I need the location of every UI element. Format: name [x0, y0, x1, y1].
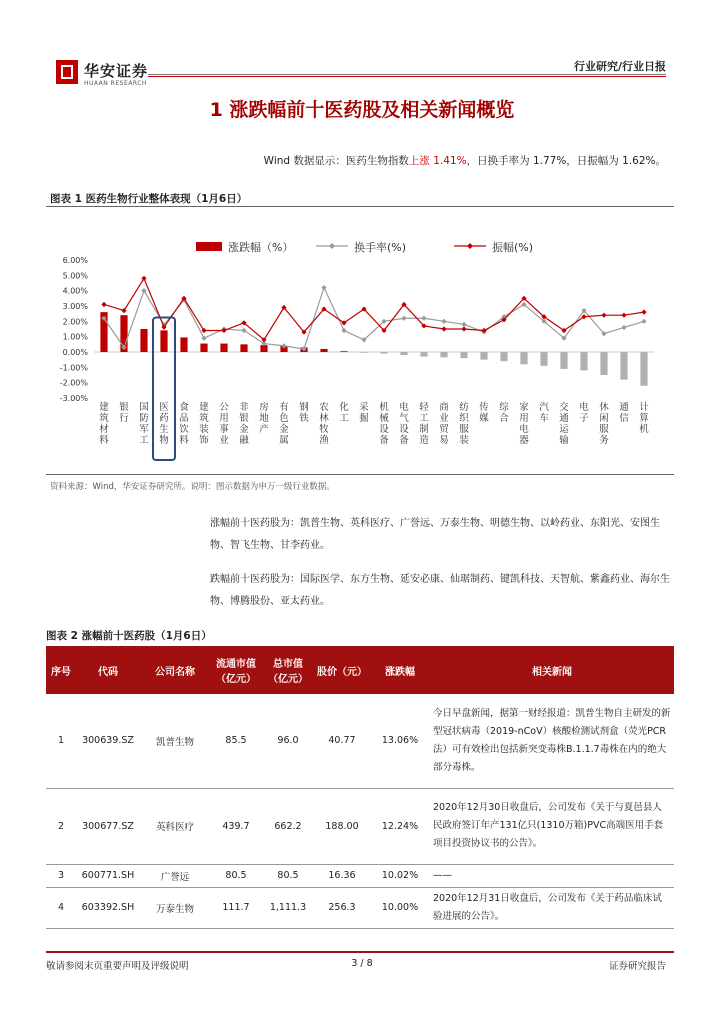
- y-tick-label: 0.00%: [62, 348, 88, 357]
- turnover-point: [641, 319, 646, 324]
- table-row: [46, 694, 674, 788]
- cell-code: 600771.SH: [76, 864, 140, 887]
- bar-医药生物: [160, 330, 167, 352]
- turnover-point: [141, 288, 146, 293]
- cell-float-cap: 80.5: [210, 864, 262, 887]
- figure1-title: 图表 1 医药生物行业整体表现（1月6日）: [50, 193, 248, 205]
- y-tick-label: 1.00%: [62, 332, 88, 342]
- header-divider-accent: [148, 76, 666, 77]
- legend-marker-turnover: [329, 243, 335, 249]
- col-header-float-cap: 流通市值（亿元）: [210, 646, 262, 694]
- x-tick-label: 钢铁: [299, 402, 309, 424]
- cell-news: 今日早盘新闻，据第一财经报道：凯普生物自主研发的新型冠状病毒（2019-nCoV）核酸检测试剂盒（荧光PCR法）可有效检出包括新突变毒株B.1.1.7毒株在内的绝大部分毒株。: [430, 694, 674, 788]
- bar-机械设备: [380, 352, 387, 354]
- cell-code: 603392.SH: [76, 887, 140, 928]
- cell-news: 2020年12月31日收盘后，公司发布《关于药品临床试验进展的公告》。: [430, 887, 674, 928]
- bar-交通运输: [560, 352, 567, 369]
- col-header-no: 序号: [46, 646, 76, 694]
- bar-商业贸易: [440, 352, 447, 357]
- footer-report-type: 证券研究报告: [608, 961, 666, 972]
- cell-change: 13.06%: [370, 694, 430, 788]
- legend-marker-amplitude: [467, 243, 473, 249]
- bar-电子: [580, 352, 587, 370]
- y-tick-label: 3.00%: [62, 302, 88, 311]
- col-header-code: 代码: [76, 646, 140, 694]
- bar-series: [100, 312, 647, 386]
- figure1-top-rule: [46, 206, 674, 207]
- summary-rest: ，日换手率为 1.77%，日振幅为 1.62%。: [466, 155, 666, 167]
- x-tick-label: 电子: [579, 402, 589, 424]
- top-losers-paragraph: 跌幅前十医药股为：国际医学、东方生物、延安必康、仙琚制药、键凯科技、天智航、紫鑫药业、海尔生物、博腾股份、亚太药业。: [210, 574, 670, 607]
- cell-float-cap: 85.5: [210, 694, 262, 788]
- col-header-price: 股价（元）: [314, 646, 370, 694]
- report-type-tag: 行业研究/行业日报: [573, 60, 666, 73]
- amplitude-point: [641, 310, 646, 315]
- y-tick-label: 2.00%: [62, 317, 88, 327]
- section-title: 1 涨跌幅前十医药股及相关新闻概览: [209, 99, 515, 121]
- cell-no: 2: [46, 788, 76, 864]
- cell-name: 万泰生物: [140, 887, 210, 928]
- bar-汽车: [540, 352, 547, 366]
- y-tick-label: 5.00%: [62, 271, 88, 281]
- summary-index-change: 1.41%: [433, 155, 467, 167]
- footer-divider: [46, 951, 674, 953]
- logo-mark-icon: [56, 60, 78, 84]
- cell-news: ——: [430, 864, 674, 887]
- bar-传媒: [480, 352, 487, 360]
- y-tick-label: 6.00%: [62, 256, 88, 265]
- cell-total-cap: 80.5: [262, 864, 314, 887]
- x-tick-label: 商业贸易: [439, 402, 449, 446]
- x-tick-label: 公用事业: [219, 402, 229, 446]
- x-tick-label: 家用电器: [519, 402, 529, 446]
- x-tick-label: 传媒: [479, 402, 489, 424]
- header-divider: [148, 74, 666, 75]
- bar-电气设备: [400, 352, 407, 355]
- x-tick-label: 食品饮料: [179, 402, 189, 446]
- turnover-point: [401, 316, 406, 321]
- cell-change: 10.02%: [370, 864, 430, 887]
- x-tick-label: 休闲服务: [599, 402, 609, 446]
- cell-no: 4: [46, 887, 76, 928]
- top-gainers-table: [46, 646, 674, 929]
- cell-change: 10.00%: [370, 887, 430, 928]
- table-header-row: [46, 646, 674, 694]
- bar-国防军工: [140, 329, 147, 352]
- cell-price: 16.36: [314, 864, 370, 887]
- logo-text: 华安证券: [84, 62, 149, 80]
- bar-化工: [340, 351, 347, 352]
- turnover-point: [341, 328, 346, 333]
- x-tick-label: 计算机: [639, 402, 649, 435]
- cell-news: 2020年12月30日收盘后，公司发布《关于与夏邑县人民政府签订年产131亿只(1310万箱)PVC高端医用手套项目投资协议书的公告》。: [430, 788, 674, 864]
- cell-float-cap: 111.7: [210, 887, 262, 928]
- figure1-source: 资料来源：Wind，华安证券研究所。说明：图示数据为申万一级行业数据。: [50, 482, 335, 492]
- cell-price: 40.77: [314, 694, 370, 788]
- x-tick-label: 农林牧渔: [319, 402, 329, 446]
- y-tick-label: -3.00%: [59, 394, 88, 403]
- legend-swatch-change: [196, 242, 222, 251]
- bar-纺织服装: [460, 352, 467, 358]
- y-tick-label: -2.00%: [59, 378, 88, 388]
- x-tick-label: 综合: [499, 402, 509, 424]
- cell-no: 1: [46, 694, 76, 788]
- bar-计算机: [640, 352, 647, 386]
- cell-change: 12.24%: [370, 788, 430, 864]
- summary-line: [264, 153, 666, 168]
- cell-float-cap: 439.7: [210, 788, 262, 864]
- amplitude-point: [461, 326, 466, 331]
- top-gainers-paragraph: 涨幅前十医药股为：凯普生物、英科医疗、广誉远、万泰生物、明德生物、以岭药业、东阳光、安图生物、智飞生物、甘李药业。: [210, 518, 660, 551]
- x-tick-label: 有色金属: [279, 402, 289, 446]
- page-number: 3 / 8: [351, 958, 373, 969]
- chart-legend: [196, 240, 533, 254]
- table-row: [46, 788, 674, 864]
- bar-建筑装饰: [200, 344, 207, 352]
- summary-prefix: Wind 数据显示：医药生物指数: [263, 155, 409, 167]
- cell-name: 凯普生物: [140, 694, 210, 788]
- x-tick-label: 通信: [619, 402, 629, 424]
- col-header-total-cap: 总市值（亿元）: [262, 646, 314, 694]
- legend-label-amplitude: 振幅(%): [492, 241, 534, 254]
- x-tick-label: 非银金融: [239, 402, 249, 446]
- x-tick-label: 建筑材料: [99, 402, 109, 446]
- x-tick-label: 纺织服装: [459, 402, 469, 446]
- cell-code: 300639.SZ: [76, 694, 140, 788]
- x-tick-label: 银行: [119, 402, 129, 424]
- cell-name: 广誉远: [140, 864, 210, 887]
- turnover-point: [461, 322, 466, 327]
- amplitude-point: [441, 326, 446, 331]
- cell-total-cap: 662.2: [262, 788, 314, 864]
- turnover-point: [201, 336, 206, 341]
- bar-轻工制造: [420, 352, 427, 357]
- cell-no: 3: [46, 864, 76, 887]
- amplitude-point: [621, 313, 626, 318]
- col-header-change: 涨跌幅: [370, 646, 430, 694]
- cell-total-cap: 1,111.3: [262, 887, 314, 928]
- table2-title: 图表 2 涨幅前十医药股（1月6日）: [46, 630, 212, 642]
- turnover-point: [421, 316, 426, 321]
- bar-农林牧渔: [320, 349, 327, 352]
- cell-name: 英科医疗: [140, 788, 210, 864]
- bar-家用电器: [520, 352, 527, 364]
- industry-performance-chart: [46, 212, 674, 474]
- y-tick-label: 4.00%: [62, 286, 88, 296]
- table-row: [46, 887, 674, 928]
- table-row: [46, 864, 674, 887]
- x-tick-label: 建筑装饰: [199, 402, 209, 446]
- x-tick-label: 汽车: [539, 402, 549, 424]
- bar-采掘: [360, 352, 367, 353]
- bar-休闲服务: [600, 352, 607, 375]
- amplitude-point: [601, 313, 606, 318]
- col-header-name: 公司名称: [140, 646, 210, 694]
- x-tick-label: 轻工制造: [419, 402, 429, 446]
- logo-subtext: HUAAN RESEARCH: [84, 80, 147, 87]
- turnover-point: [441, 319, 446, 324]
- bar-通信: [620, 352, 627, 380]
- col-header-news: 相关新闻: [430, 646, 674, 694]
- footer-disclaimer: 敬请参阅末页重要声明及评级说明: [46, 961, 189, 972]
- turnover-point: [621, 325, 626, 330]
- y-tick-label: -1.00%: [59, 363, 88, 373]
- bar-公用事业: [220, 344, 227, 352]
- amplitude-point: [101, 302, 106, 307]
- summary-direction: 上涨: [408, 155, 430, 167]
- cell-price: 256.3: [314, 887, 370, 928]
- x-tick-label: 医药生物: [159, 402, 169, 446]
- x-tick-label: 房地产: [259, 402, 269, 435]
- x-axis-labels: [99, 401, 649, 446]
- x-tick-label: 采掘: [359, 402, 369, 424]
- x-tick-label: 电气设备: [399, 402, 409, 446]
- cell-code: 300677.SZ: [76, 788, 140, 864]
- figure1-bottom-rule: [46, 474, 674, 475]
- cell-price: 188.00: [314, 788, 370, 864]
- turnover-point: [321, 285, 326, 290]
- x-tick-label: 化工: [339, 402, 349, 424]
- bar-综合: [500, 352, 507, 361]
- legend-label-turnover: 换手率(%): [354, 241, 407, 254]
- legend-label-change: 涨跌幅（%）: [228, 241, 294, 254]
- x-tick-label: 国防军工: [139, 402, 149, 446]
- bar-食品饮料: [180, 337, 187, 352]
- cell-total-cap: 96.0: [262, 694, 314, 788]
- x-tick-label: 机械设备: [379, 402, 389, 446]
- bar-非银金融: [240, 344, 247, 352]
- x-tick-label: 交通运输: [559, 402, 569, 446]
